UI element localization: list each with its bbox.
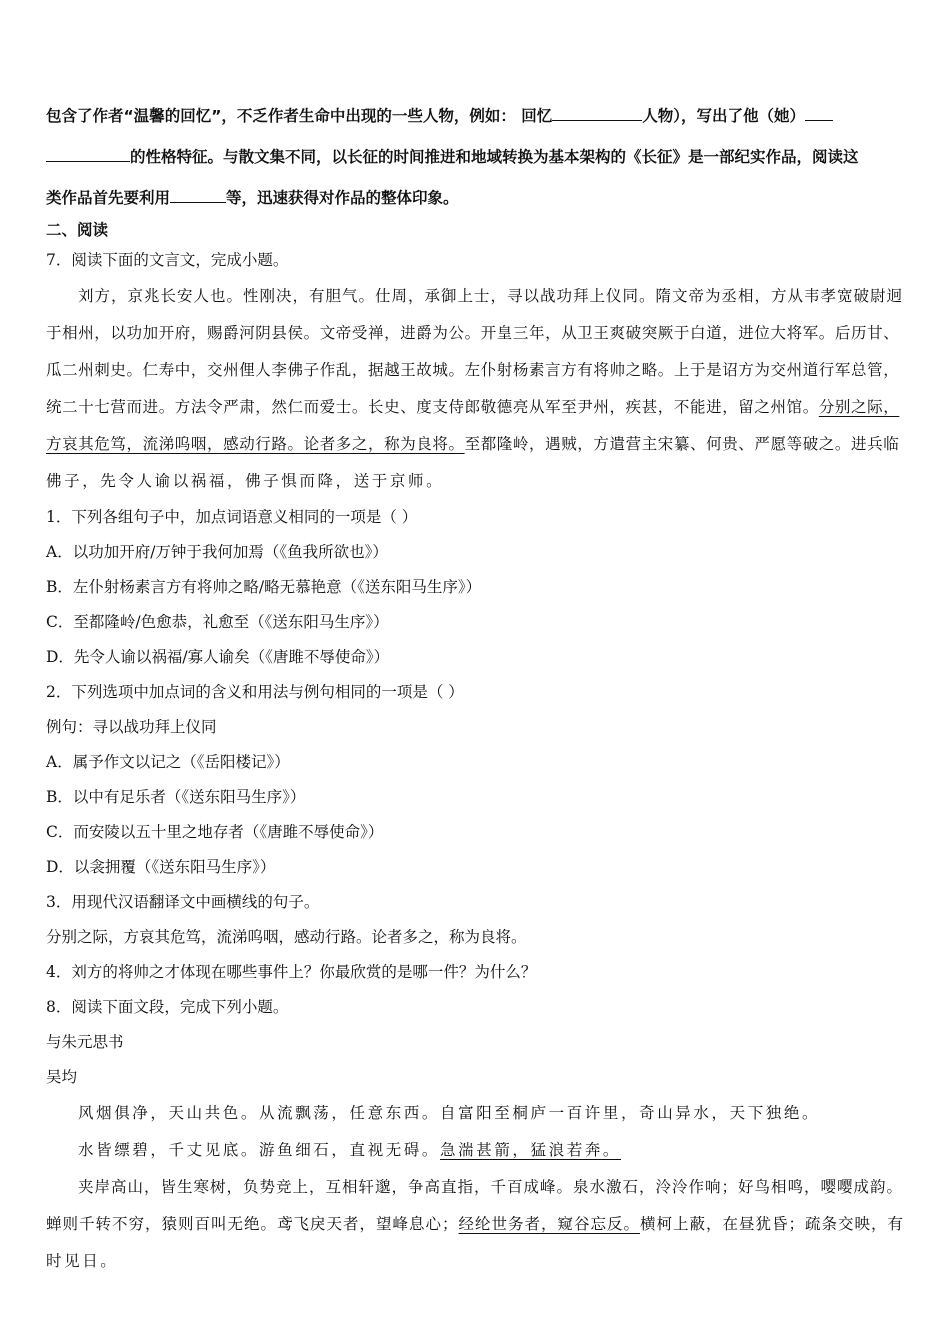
option-a[interactable]: A．属予作文以记之（《岳阳楼记》） — [46, 753, 290, 771]
option-c[interactable]: C．而安陵以五十里之地存者（《唐雎不辱使命》） — [46, 823, 384, 841]
passage-text: 横柯上蔽，在昼犹昏；疏条交映，有 — [640, 1215, 905, 1233]
sub-question-1-stem: 1．下列各组句子中，加点词语意义相同的一项是（ ） — [46, 508, 418, 526]
option-d[interactable]: D．先令人谕以祸福/寡人谕矣（《唐雎不辱使命》） — [46, 648, 390, 666]
option-b[interactable]: B．左仆射杨素言方有将帅之略/略无慕艳意（《送东阳马生序》） — [46, 578, 482, 596]
passage-line: 风烟俱净，天山共色。从流飘荡，任意东西。自富阳至桐庐一百许里，奇山异水，天下独绝。 — [78, 1104, 821, 1122]
option-c[interactable]: C．至都隆岭/色愈恭，礼愈至（《送东阳马生序》） — [46, 613, 389, 631]
passage-line — [46, 1206, 908, 1243]
passage-line: 瓜二州刺史。仁寿中，交州俚人李佛子作乱，据越王故城。左仆射杨素言方有将帅之略。上于是诏方为交州道行军总管， — [46, 361, 900, 379]
passage-line — [46, 1132, 908, 1169]
answer-blank[interactable] — [805, 104, 833, 121]
passage-text: 水皆缥碧，千丈见底。游鱼细石，直视无碍。 — [78, 1141, 441, 1159]
example-sentence: 例句：寻以战功拜上仪同 — [46, 718, 217, 736]
option-d[interactable]: D．以衾拥覆（《送东阳马生序》） — [46, 858, 276, 876]
intro-text: 等，迅速获得对作品的整体印象。 — [226, 189, 459, 207]
passage-line: 时见日。 — [46, 1252, 119, 1270]
passage-line: 夹岸高山，皆生寒树，负势竞上，互相轩邈，争高直指，千百成峰。泉水激石，泠泠作响；好鸟相鸣，嘤嘤成韵。 — [78, 1178, 904, 1196]
underlined-sentence: 急湍甚箭，猛浪若奔。 — [440, 1141, 622, 1159]
intro-text: 类作品首先要利用 — [46, 189, 171, 207]
sub-question-2-stem: 2．下列选项中加点词的含义和用法与例句相同的一项是（ ） — [46, 683, 464, 701]
translation-sentence: 分别之际，方哀其危笃，流涕呜咽，感动行路。论者多之，称为良将。 — [46, 928, 527, 946]
passage-line: 佛子，先令人谕以祸福，佛子惧而降，送于京师。 — [46, 472, 445, 490]
passage-text: 至都隆岭，遇贼，方遣营主宋纂、何贵、严愿等破之。进兵临 — [464, 435, 900, 453]
option-b[interactable]: B．以中有足乐者（《送东阳马生序》） — [46, 788, 306, 806]
answer-blank[interactable] — [170, 186, 226, 203]
passage-line: 刘方，京兆长安人也。性刚决，有胆气。仕周，承御上士，寻以战功拜上仪同。隋文帝为丞相，方从韦孝宽破尉迥 — [78, 287, 904, 305]
passage-line: 于相州，以功加开府，赐爵河阴县侯。文帝受禅，进爵为公。开皇三年，从卫王爽破突厥于白道，进位大将军。后历甘、 — [46, 324, 900, 342]
underlined-sentence: 经纶世务者，窥谷忘反。 — [458, 1215, 641, 1233]
underlined-sentence: 分别之际， — [818, 398, 900, 416]
intro-text: 包含了作者“温馨的回忆”，不乏作者生命中出现的一些人物，例如： 回忆 — [46, 107, 553, 125]
document-page — [46, 96, 908, 1280]
essay-title: 与朱元思书 — [46, 1033, 124, 1051]
intro-line-3 — [46, 178, 908, 219]
section-heading: 二、阅读 — [46, 221, 109, 239]
answer-blank[interactable] — [46, 145, 130, 162]
passage-text: 统二十七营而进。方法令严肃，然仁而爱士。长史、度支侍郎敬德亮从军至尹州，疾甚，不能进，留之州馆。 — [46, 398, 819, 416]
passage-text: 蝉则千转不穷，猿则百叫无绝。鸢飞戾天者，望峰息心； — [46, 1215, 459, 1233]
intro-line-1 — [46, 96, 908, 137]
intro-text: 的性格特征。与散文集不同，以长征的时间推进和地域转换为基本架构的《长征》是一部纪实作品，阅读这 — [130, 148, 859, 166]
answer-blank[interactable] — [552, 104, 642, 121]
option-a[interactable]: A．以功加开府/万钟于我何加焉（《鱼我所欲也》） — [46, 543, 388, 561]
intro-text: 人物），写出了他（她） — [642, 107, 806, 125]
sub-question-3-stem: 3．用现代汉语翻译文中画横线的句子。 — [46, 893, 320, 911]
sub-question-4-stem: 4．刘方的将帅之才体现在哪些事件上？你最欣赏的是哪一件？为什么？ — [46, 963, 537, 981]
passage-line — [46, 389, 908, 426]
question-7-stem: 7．阅读下面的文言文，完成小题。 — [46, 251, 289, 269]
question-8-stem: 8．阅读下面文段，完成下列小题。 — [46, 998, 289, 1016]
underlined-sentence: 方哀其危笃，流涕呜咽，感动行路。论者多之，称为良将。 — [46, 435, 465, 453]
essay-author: 吴均 — [46, 1068, 78, 1086]
passage-line — [46, 426, 908, 463]
intro-line-2 — [46, 137, 908, 178]
